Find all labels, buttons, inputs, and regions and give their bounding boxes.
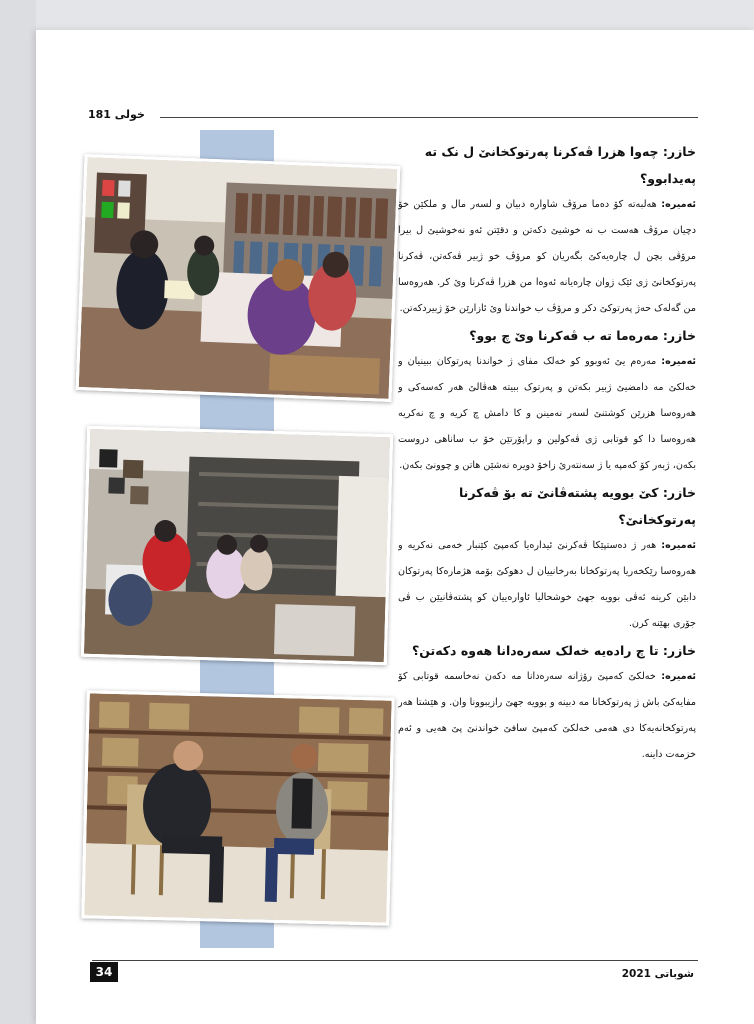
header-rule bbox=[160, 117, 698, 118]
library-photo-reading bbox=[76, 154, 401, 402]
answer-2 bbox=[398, 349, 696, 479]
answer-3 bbox=[398, 533, 696, 637]
library-photo-group bbox=[81, 426, 393, 665]
question-1: خازر: چەوا هزرا ڤەکرنا پەرتوکخانێ ل نک تە پەیدابوو؟ bbox=[424, 144, 696, 186]
article-text-column bbox=[398, 138, 696, 938]
answer-label: ئەمیرە: bbox=[661, 540, 696, 551]
answer-text: مەرەم یێ ئەوبوو کو خەلک مفای ژ خواندنا پەرتوکان ببینیان و خەلکێ مە دامضیێ ژبیر بکەتن و پەرتوک ببیتە هەڤالێ هەر کەسەکی و هەروەسا هزرێن کوشتنێ لسەر نەمینن و کا دامش چ کریە و چ نەکریە هەروەسا دا کو قوتابی ژی ڤەکولین و راپۆرتێن خۆ ب ساناهی دروست بکەن، ژبەر کۆ کەمپە یا ژ سەنتەرێ زاخۆ دویرە نەشێن هاتن و چوونێ بکەن. bbox=[398, 356, 696, 471]
answer-1 bbox=[398, 192, 696, 322]
page-header-label: خولى 181 bbox=[88, 108, 145, 121]
answer-text: هەر ژ دەستپێکا ڤەکرنێ ئیدارەیا کەمپێ کێنبار خەمی نەکریە و هەروەسا رێکخەریا پەرتوکخانا بەرخانییان ل دهوکێ بۆمە هژمارەکا پەرتوکان دابێن کرینە ئەڤی بوویە جهێ خوشحالیا ئاوارەییان کو پشتەڤانیێن ب ڤی جۆری بهێنە کرن. bbox=[398, 540, 696, 629]
question-3: خازر: کێ بوویە پشتەڤانێ تە بۆ ڤەکرنا پەرتوکخانێ؟ bbox=[458, 485, 696, 527]
footer-issue-date: شوباتی 2021 bbox=[621, 968, 694, 980]
footer-rule bbox=[92, 960, 698, 961]
answer-4 bbox=[398, 664, 696, 768]
library-photo-interview bbox=[81, 690, 394, 925]
answer-label: ئەمیرە: bbox=[661, 199, 696, 210]
viewer-left-strip bbox=[0, 0, 36, 1024]
answer-text: هەلبەتە کۆ دەما مرۆڤ شاوارە دبیان و لسەر مال و ملکێن خۆ دچیان مرۆڤ هەست ب نە خوشیێ دکەتن و دقێتن ئەو نەخوشیێ ل بیرا مرۆڤی بچن ل چارەیەکێ بگەریان کو مرۆڤ خو ژبیر ڤەکەتن، ڤەکرنا پەرتوکخانێ ژی ئێک ژوان چارەیانە ئەوەا من هزرا ڤەکرنا وێ کر. هەروەسا من گەلەک حەژ پەرتوکێ دکر و مرۆڤ ب خواندنا وێ ئازارێن خۆ ژبیردکەتن. bbox=[398, 199, 696, 314]
answer-text: خەلکێ کەمپێ رۆژانە سەرەدانا مە دکەن نەخاسمە قوتابی کۆ مفایەکێ باش ژ پەرتوکخانا مە دبینە و بوویە جهێ رازیبوونا وان. و هێشتا هەر پەرتوکخانەیەکا دی هەمی خەلکێ کەمپێ سافێ خواندنێ پێ هەیی و ئەم خزمەت داینە. bbox=[398, 671, 696, 760]
question-2: خازر: مەرەما تە ب ڤەکرنا وێ چ بوو؟ bbox=[469, 328, 696, 343]
answer-label: ئەمیرە: bbox=[661, 671, 696, 682]
answer-label: ئەمیرە: bbox=[661, 356, 696, 367]
viewer-top-strip bbox=[0, 0, 754, 30]
page-number: 34 bbox=[90, 962, 118, 982]
question-4: خازر: تا چ رادەیە خەلک سەرەدانا هەوە دکەتن؟ bbox=[412, 643, 696, 658]
